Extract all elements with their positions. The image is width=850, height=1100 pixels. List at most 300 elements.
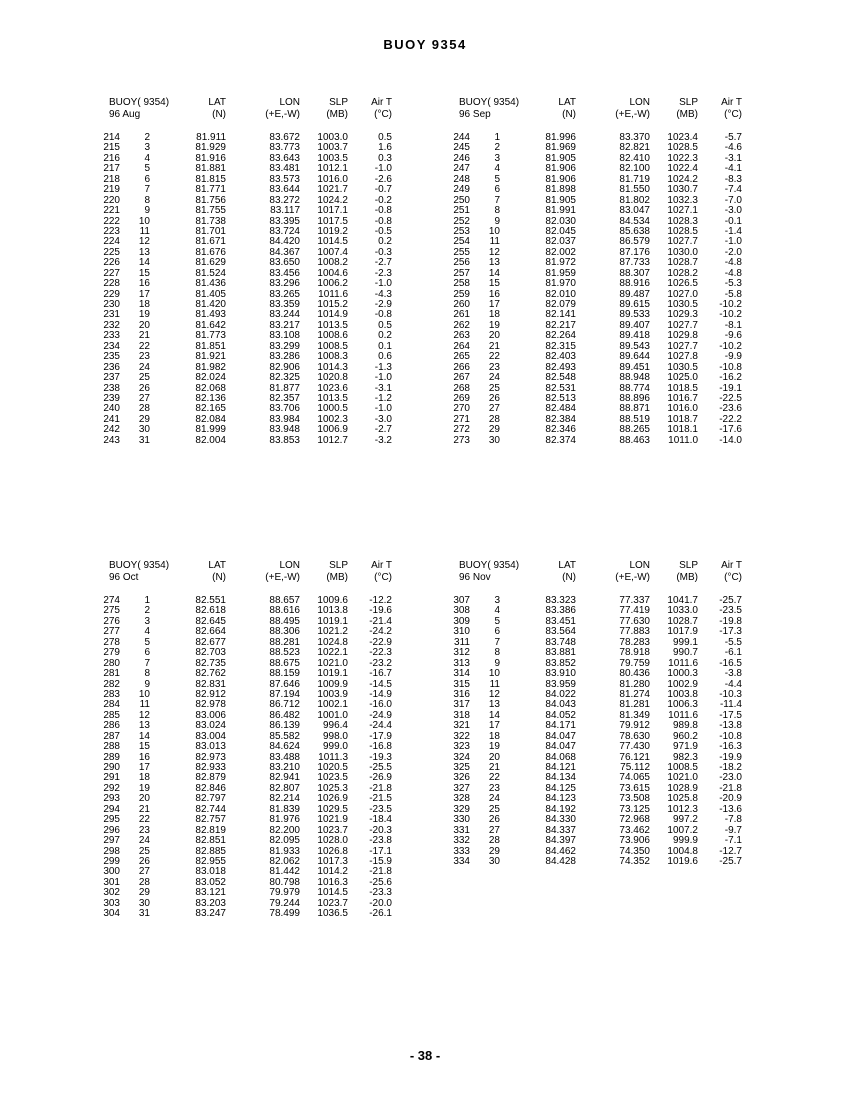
slp-value: 1004.8 bbox=[667, 845, 698, 857]
day-of-year: 236 bbox=[103, 361, 120, 373]
slp-unit: (MB) bbox=[326, 109, 348, 120]
lon-value: 85.582 bbox=[269, 730, 300, 742]
air-temp-value: -3.1 bbox=[374, 382, 392, 394]
lat-value: 82.933 bbox=[195, 762, 226, 773]
slp-value: 1036.5 bbox=[317, 908, 348, 920]
lon-value: 84.534 bbox=[619, 215, 650, 227]
air-temp-value: -21.5 bbox=[369, 793, 392, 805]
air-temp-value: -2.0 bbox=[724, 246, 742, 258]
slp-value: 1011.6 bbox=[668, 657, 698, 669]
air-temp-value: -15.9 bbox=[369, 855, 392, 867]
air-temp-value: -19.9 bbox=[719, 751, 742, 763]
lat-value: 84.192 bbox=[545, 803, 576, 815]
slp-value: 1025.0 bbox=[667, 372, 698, 384]
air-temp-value: -16.0 bbox=[369, 699, 392, 711]
lat-value: 81.815 bbox=[195, 173, 226, 185]
lon-value: 83.370 bbox=[619, 132, 650, 143]
lon-value: 81.877 bbox=[269, 382, 300, 394]
slp-value: 1002.3 bbox=[317, 413, 348, 425]
table-aug bbox=[100, 97, 440, 446]
slp-value: 1020.8 bbox=[317, 372, 348, 384]
table-body bbox=[100, 596, 440, 920]
day: 25 bbox=[488, 803, 500, 815]
slp-unit: (MB) bbox=[676, 572, 698, 583]
day: 31 bbox=[138, 908, 150, 920]
lat-value: 82.912 bbox=[195, 688, 226, 700]
slp-value: 1014.2 bbox=[317, 866, 348, 878]
lon-value: 77.419 bbox=[619, 605, 650, 617]
day: 22 bbox=[488, 772, 500, 784]
day: 23 bbox=[138, 351, 150, 363]
day-of-year: 312 bbox=[453, 647, 470, 659]
month-label: 96 Aug bbox=[109, 109, 141, 120]
day: 16 bbox=[488, 288, 500, 300]
day: 3 bbox=[494, 595, 500, 606]
day: 18 bbox=[488, 309, 500, 321]
air-temp-value: -22.3 bbox=[369, 647, 392, 659]
lat-value: 82.531 bbox=[545, 382, 576, 394]
lon-value: 89.487 bbox=[619, 288, 650, 300]
slp-value: 1026.9 bbox=[317, 793, 348, 805]
air-temp-value: -20.0 bbox=[369, 897, 392, 909]
slp-value: 1024.8 bbox=[317, 636, 348, 648]
slp-value: 1013.5 bbox=[317, 392, 348, 404]
day: 25 bbox=[138, 845, 150, 857]
lon-value: 84.624 bbox=[269, 741, 300, 753]
lon-value: 73.462 bbox=[619, 824, 650, 836]
lat-value: 81.671 bbox=[195, 236, 226, 248]
slp-value: 1017.9 bbox=[667, 626, 698, 638]
lon-value: 87.176 bbox=[619, 246, 650, 258]
air-temp-value: -1.3 bbox=[374, 361, 392, 373]
air-temp-value: 1.6 bbox=[378, 142, 392, 154]
lon-value: 89.451 bbox=[619, 361, 650, 373]
lon-value: 81.280 bbox=[619, 678, 650, 690]
table-body bbox=[450, 133, 790, 446]
lon-value: 83.296 bbox=[269, 278, 300, 290]
slp-value: 1002.9 bbox=[667, 678, 698, 690]
slp-value: 1030.7 bbox=[667, 184, 698, 196]
lon-value: 82.807 bbox=[269, 782, 300, 794]
air-temp-value: -17.1 bbox=[369, 845, 392, 857]
slp-value: 1022.3 bbox=[667, 152, 698, 164]
air-temp-value: -7.0 bbox=[724, 194, 742, 206]
day: 12 bbox=[138, 709, 150, 721]
day: 17 bbox=[488, 299, 500, 310]
slp-value: 1014.5 bbox=[317, 887, 348, 899]
lon-value: 84.367 bbox=[269, 246, 300, 258]
air-temp-value: -1.0 bbox=[724, 236, 742, 248]
slp-value: 1008.2 bbox=[317, 257, 348, 269]
day: 20 bbox=[488, 751, 500, 763]
slp-value: 1033.0 bbox=[667, 605, 698, 617]
day: 13 bbox=[138, 720, 150, 732]
slp-value: 1025.8 bbox=[667, 793, 698, 805]
day: 27 bbox=[488, 824, 500, 836]
air-temp-value: -17.3 bbox=[719, 626, 742, 638]
air-temp-value: -9.7 bbox=[724, 824, 742, 836]
day: 8 bbox=[144, 668, 150, 680]
day-of-year: 325 bbox=[453, 762, 470, 773]
lon-value: 83.488 bbox=[269, 751, 300, 763]
slp-value: 971.9 bbox=[672, 741, 698, 753]
day: 24 bbox=[488, 793, 500, 805]
lon-value: 77.430 bbox=[619, 741, 650, 753]
day: 1 bbox=[144, 595, 150, 606]
lon-value: 79.979 bbox=[269, 887, 300, 899]
air-temp-value: -19.8 bbox=[719, 615, 742, 627]
lon-value: 83.299 bbox=[269, 340, 300, 352]
day-of-year: 260 bbox=[453, 299, 470, 310]
day-of-year: 311 bbox=[454, 636, 470, 648]
day: 29 bbox=[488, 424, 500, 436]
air-temp-value: -21.8 bbox=[369, 866, 392, 878]
slp-value: 1014.9 bbox=[317, 309, 348, 321]
day: 4 bbox=[144, 626, 150, 638]
lat-value: 82.079 bbox=[545, 299, 576, 310]
lon-value: 88.675 bbox=[269, 657, 300, 669]
slp-value: 1003.0 bbox=[317, 132, 348, 143]
lon-unit: (+E,-W) bbox=[615, 572, 650, 583]
air-temp-value: -22.9 bbox=[369, 636, 392, 648]
lon-value: 87.646 bbox=[269, 678, 300, 690]
day-of-year: 244 bbox=[453, 132, 470, 143]
lat-value: 83.006 bbox=[195, 709, 226, 721]
lon-value: 78.918 bbox=[619, 647, 650, 659]
lon-value: 74.350 bbox=[619, 845, 650, 857]
air-temp-value: -10.8 bbox=[719, 730, 742, 742]
day: 9 bbox=[494, 657, 500, 669]
lon-value: 89.615 bbox=[619, 299, 650, 310]
lon-value: 88.948 bbox=[619, 372, 650, 384]
day-of-year: 302 bbox=[103, 887, 120, 899]
day: 25 bbox=[138, 372, 150, 384]
slp-value: 1013.5 bbox=[317, 319, 348, 331]
lat-header: LAT bbox=[558, 560, 576, 571]
day: 17 bbox=[138, 288, 150, 300]
slp-value: 990.7 bbox=[672, 647, 698, 659]
day: 30 bbox=[138, 424, 150, 436]
lat-value: 81.906 bbox=[545, 163, 576, 175]
slp-value: 1023.4 bbox=[667, 132, 698, 143]
lon-value: 83.672 bbox=[269, 132, 300, 143]
day: 24 bbox=[488, 372, 500, 384]
air-temp-value: -17.9 bbox=[369, 730, 392, 742]
air-temp-value: -11.4 bbox=[719, 699, 742, 711]
lon-value: 88.307 bbox=[619, 267, 650, 279]
lon-value: 79.912 bbox=[619, 720, 650, 732]
day: 28 bbox=[488, 835, 500, 847]
lon-value: 82.062 bbox=[269, 855, 300, 867]
lon-value: 82.100 bbox=[619, 163, 650, 175]
lat-value: 82.955 bbox=[195, 855, 226, 867]
lat-value: 82.165 bbox=[195, 403, 226, 415]
air-temp-value: -7.8 bbox=[724, 814, 742, 826]
day: 15 bbox=[488, 278, 500, 290]
day-of-year: 215 bbox=[103, 142, 120, 154]
day-of-year: 220 bbox=[103, 194, 120, 206]
air-temp-value: -24.2 bbox=[369, 626, 392, 638]
slp-value: 1008.5 bbox=[317, 340, 348, 352]
day-of-year: 277 bbox=[103, 626, 120, 638]
lat-value: 84.121 bbox=[545, 762, 576, 773]
day-of-year: 247 bbox=[453, 163, 470, 175]
lat-value: 82.346 bbox=[545, 424, 576, 436]
table-row bbox=[450, 836, 790, 846]
lat-value: 81.996 bbox=[545, 132, 576, 143]
air-temp-value: -3.8 bbox=[724, 668, 742, 680]
day-of-year: 221 bbox=[103, 205, 120, 217]
slp-value: 1026.8 bbox=[317, 845, 348, 857]
day: 7 bbox=[144, 184, 150, 196]
air-temp-value: -23.3 bbox=[369, 887, 392, 899]
table-header bbox=[450, 97, 790, 125]
day-of-year: 218 bbox=[103, 173, 120, 185]
day-of-year: 292 bbox=[103, 782, 120, 794]
slp-value: 1019.1 bbox=[317, 668, 348, 680]
day-of-year: 299 bbox=[103, 855, 120, 867]
day: 23 bbox=[488, 782, 500, 794]
air-temp-unit: (°C) bbox=[724, 109, 742, 120]
day-of-year: 307 bbox=[453, 595, 470, 606]
day-of-year: 216 bbox=[103, 152, 120, 164]
day: 7 bbox=[144, 657, 150, 669]
day-of-year: 253 bbox=[453, 225, 470, 237]
day-of-year: 271 bbox=[453, 413, 470, 425]
slp-value: 1022.1 bbox=[317, 647, 348, 659]
slp-value: 1021.0 bbox=[667, 772, 698, 784]
day-of-year: 333 bbox=[453, 845, 470, 857]
day-of-year: 314 bbox=[453, 668, 470, 680]
slp-value: 982.3 bbox=[672, 751, 698, 763]
day: 21 bbox=[488, 762, 500, 773]
lon-value: 81.933 bbox=[269, 845, 300, 857]
day-of-year: 249 bbox=[453, 184, 470, 196]
slp-value: 1025.3 bbox=[317, 782, 348, 794]
air-temp-value: -25.7 bbox=[719, 855, 742, 867]
slp-value: 1015.2 bbox=[317, 299, 348, 310]
lat-value: 84.125 bbox=[545, 782, 576, 794]
lat-value: 82.374 bbox=[545, 434, 576, 446]
air-temp-value: -0.8 bbox=[374, 215, 392, 227]
day: 18 bbox=[138, 299, 150, 310]
slp-value: 1000.5 bbox=[317, 403, 348, 415]
day-of-year: 266 bbox=[453, 361, 470, 373]
day-of-year: 235 bbox=[103, 351, 120, 363]
day: 8 bbox=[494, 647, 500, 659]
day-of-year: 242 bbox=[103, 424, 120, 436]
air-temp-value: -21.8 bbox=[369, 782, 392, 794]
day-of-year: 262 bbox=[453, 319, 470, 331]
day: 4 bbox=[144, 152, 150, 164]
lat-value: 83.004 bbox=[195, 730, 226, 742]
lat-header: LAT bbox=[558, 97, 576, 108]
day-of-year: 222 bbox=[103, 215, 120, 227]
lon-value: 83.272 bbox=[269, 194, 300, 206]
slp-value: 1027.7 bbox=[667, 236, 698, 248]
lon-value: 81.802 bbox=[619, 194, 650, 206]
lat-value: 81.999 bbox=[195, 424, 226, 436]
table-row bbox=[100, 742, 440, 752]
lat-value: 82.677 bbox=[195, 636, 226, 648]
air-temp-value: -20.3 bbox=[369, 824, 392, 836]
lon-value: 82.200 bbox=[269, 824, 300, 836]
air-temp-value: -23.5 bbox=[719, 605, 742, 617]
lat-value: 81.420 bbox=[195, 299, 226, 310]
lat-value: 82.548 bbox=[545, 372, 576, 384]
lon-header: LON bbox=[279, 560, 300, 571]
lat-value: 81.972 bbox=[545, 257, 576, 269]
lon-value: 89.418 bbox=[619, 330, 650, 342]
air-temp-value: -26.9 bbox=[369, 772, 392, 784]
day: 17 bbox=[488, 720, 500, 732]
lon-value: 79.759 bbox=[619, 657, 650, 669]
lat-unit: (N) bbox=[562, 109, 576, 120]
slp-value: 1023.6 bbox=[317, 382, 348, 394]
air-temp-value: -0.8 bbox=[374, 309, 392, 321]
day-of-year: 309 bbox=[453, 615, 470, 627]
air-temp-value: -14.9 bbox=[369, 688, 392, 700]
day-of-year: 230 bbox=[103, 299, 120, 310]
lon-value: 88.265 bbox=[619, 424, 650, 436]
day: 9 bbox=[494, 215, 500, 227]
lat-value: 81.771 bbox=[195, 184, 226, 196]
day-of-year: 226 bbox=[103, 257, 120, 269]
day: 22 bbox=[488, 351, 500, 363]
air-temp-value: -5.5 bbox=[724, 636, 742, 648]
lat-value: 82.045 bbox=[545, 225, 576, 237]
lat-value: 82.217 bbox=[545, 319, 576, 331]
air-temp-value: 0.6 bbox=[378, 351, 392, 363]
day-of-year: 322 bbox=[453, 730, 470, 742]
lon-value: 84.420 bbox=[269, 236, 300, 248]
lat-value: 83.247 bbox=[195, 908, 226, 920]
lon-value: 87.194 bbox=[269, 688, 300, 700]
air-temp-value: -4.6 bbox=[724, 142, 742, 154]
day: 8 bbox=[144, 194, 150, 206]
lat-value: 82.084 bbox=[195, 413, 226, 425]
day-of-year: 270 bbox=[453, 403, 470, 415]
day-of-year: 304 bbox=[103, 908, 120, 920]
air-temp-value: -18.2 bbox=[719, 762, 742, 773]
day: 10 bbox=[488, 668, 500, 680]
slp-value: 1014.3 bbox=[317, 361, 348, 373]
air-temp-value: -12.2 bbox=[369, 595, 392, 606]
lat-value: 81.881 bbox=[195, 163, 226, 175]
day-of-year: 330 bbox=[453, 814, 470, 826]
air-temp-value: -16.7 bbox=[369, 668, 392, 680]
day: 27 bbox=[488, 403, 500, 415]
day-of-year: 298 bbox=[103, 845, 120, 857]
day: 10 bbox=[138, 688, 150, 700]
lat-value: 83.910 bbox=[545, 668, 576, 680]
air-temp-value: -12.7 bbox=[719, 845, 742, 857]
day: 24 bbox=[138, 361, 150, 373]
slp-value: 1006.2 bbox=[317, 278, 348, 290]
lat-unit: (N) bbox=[562, 572, 576, 583]
air-temp-value: -0.2 bbox=[374, 194, 392, 206]
air-temp-value: -4.3 bbox=[374, 288, 392, 300]
lon-value: 81.839 bbox=[269, 803, 300, 815]
day: 19 bbox=[138, 309, 150, 321]
air-temp-unit: (°C) bbox=[374, 109, 392, 120]
table-row bbox=[450, 436, 790, 446]
slp-value: 1004.6 bbox=[317, 267, 348, 279]
day: 31 bbox=[138, 434, 150, 446]
air-temp-value: -0.8 bbox=[374, 205, 392, 217]
slp-value: 1030.5 bbox=[667, 361, 698, 373]
air-temp-value: -24.4 bbox=[369, 720, 392, 732]
lon-value: 80.798 bbox=[269, 876, 300, 888]
table-row bbox=[450, 857, 790, 867]
slp-value: 1016.7 bbox=[667, 392, 698, 404]
lat-value: 81.959 bbox=[545, 267, 576, 279]
day-of-year: 254 bbox=[453, 236, 470, 248]
lon-value: 82.410 bbox=[619, 152, 650, 164]
slp-header: SLP bbox=[679, 97, 698, 108]
lat-value: 82.493 bbox=[545, 361, 576, 373]
lat-value: 82.037 bbox=[545, 236, 576, 248]
table-header bbox=[450, 560, 790, 588]
lat-value: 83.748 bbox=[545, 636, 576, 648]
air-temp-value: -25.6 bbox=[369, 876, 392, 888]
slp-value: 999.1 bbox=[672, 636, 698, 648]
slp-value: 1011.6 bbox=[318, 288, 348, 300]
lon-header: LON bbox=[629, 97, 650, 108]
lon-value: 83.773 bbox=[269, 142, 300, 154]
slp-value: 1011.3 bbox=[318, 751, 348, 763]
day-of-year: 285 bbox=[103, 709, 120, 721]
lat-value: 84.022 bbox=[545, 688, 576, 700]
lon-value: 80.436 bbox=[619, 668, 650, 680]
day: 14 bbox=[138, 257, 150, 269]
day-of-year: 238 bbox=[103, 382, 120, 394]
air-temp-value: -8.3 bbox=[724, 173, 742, 185]
day: 5 bbox=[144, 163, 150, 175]
day-of-year: 269 bbox=[453, 392, 470, 404]
lon-value: 88.916 bbox=[619, 278, 650, 290]
lat-value: 84.123 bbox=[545, 793, 576, 805]
table-sep bbox=[450, 97, 790, 446]
air-temp-value: -19.3 bbox=[369, 751, 392, 763]
day-of-year: 315 bbox=[453, 678, 470, 690]
slp-value: 1028.5 bbox=[667, 142, 698, 154]
slp-value: 1021.7 bbox=[317, 184, 348, 196]
day-of-year: 231 bbox=[103, 309, 120, 321]
lat-value: 82.735 bbox=[195, 657, 226, 669]
slp-value: 1001.0 bbox=[317, 709, 348, 721]
air-temp-value: -23.5 bbox=[369, 803, 392, 815]
day-of-year: 289 bbox=[103, 751, 120, 763]
air-temp-value: -7.1 bbox=[724, 835, 742, 847]
lon-value: 88.495 bbox=[269, 615, 300, 627]
slp-value: 1011.6 bbox=[668, 709, 698, 721]
day: 20 bbox=[138, 319, 150, 331]
lon-value: 83.724 bbox=[269, 225, 300, 237]
slp-value: 1006.9 bbox=[317, 424, 348, 436]
day: 27 bbox=[138, 866, 150, 878]
air-temp-value: 0.3 bbox=[378, 152, 392, 164]
lat-value: 84.052 bbox=[545, 709, 576, 721]
lon-value: 83.984 bbox=[269, 413, 300, 425]
lat-value: 82.315 bbox=[545, 340, 576, 352]
air-temp-value: -9.6 bbox=[724, 330, 742, 342]
day-of-year: 294 bbox=[103, 803, 120, 815]
day-of-year: 245 bbox=[453, 142, 470, 154]
day: 19 bbox=[488, 319, 500, 331]
lat-value: 84.428 bbox=[545, 855, 576, 867]
air-temp-value: -0.5 bbox=[374, 225, 392, 237]
